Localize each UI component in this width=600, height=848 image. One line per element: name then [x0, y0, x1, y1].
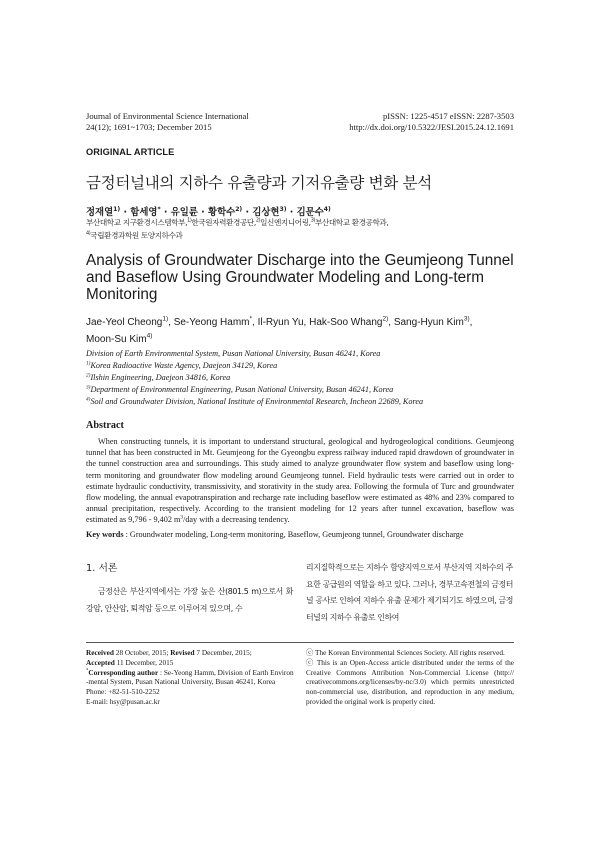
english-title: Analysis of Groundwater Discharge into the Geumjeong Tunnel and Baseflow Using Groundwater Modeling and Long-term Monitoring	[86, 252, 514, 303]
korean-title: 금정터널내의 지하수 유출량과 기저유출량 변화 분석	[86, 174, 432, 192]
author-sup: 4)	[323, 205, 331, 213]
body-column-right	[306, 560, 513, 626]
author-name: 김문수	[296, 207, 324, 218]
accepted-date: Accepted 11 December, 2015	[86, 657, 174, 667]
journal-name: Journal of Environmental Science International	[86, 111, 249, 121]
email[interactable]: E-mail: hsy@pusan.ac.kr	[86, 696, 160, 706]
english-authors-line: Moon-Su Kim$^{4)}$	[86, 332, 153, 345]
author-name: Se-Yeong Hamm	[173, 317, 250, 328]
phone: Phone: +82-51-510-2252	[86, 687, 160, 697]
received-dates: Received 28 October, 2015; Revised 7 December, 2015;	[86, 648, 252, 657]
korean-affiliation-line: $^{4)}$국립환경과학원 토양지하수과	[86, 229, 183, 240]
affiliation: $^{1)}$Korea Radioactive Waste Agency, Daejeon 34129, Korea	[86, 360, 278, 370]
keywords	[86, 530, 514, 539]
license-text: ⓒ This is an Open-Access article distributed under the terms of the Creative Commons Attribution Non-Commercial License (http:// creativecommons.org/licenses/by-nc/3.0) which permits unrestricted non-commercial use, distribution, and reproduction in any medium, provided the original work is properly cited.	[306, 657, 514, 706]
korean-authors	[86, 204, 331, 218]
affiliation: $^{2)}$Ilshin Engineering, Daejeon 34816, Korea	[86, 372, 231, 382]
footer-license	[306, 648, 514, 707]
author-sup: 2)	[235, 205, 243, 213]
volume-pages: 24(12); 1691~1703; December 2015	[86, 122, 212, 132]
english-authors-line: Jae-Yeol Cheong$^{1)}$, Se-Yeong Hamm*, Il-Ryun Yu, Hak-Soo Whang$^{2)}$, Sang-Hyun Kim$^{3)}$,	[86, 315, 473, 328]
author-name: Il-Ryun Yu	[257, 317, 304, 328]
author-name: 유일륜	[170, 207, 198, 218]
doi-link[interactable]: http://dx.doi.org/10.5322/JESI.2015.24.12.1691	[349, 122, 514, 132]
affiliation: $^{4)}$Soil and Groundwater Division, National Institute of Environmental Research, Incheon 22689, Korea	[86, 396, 424, 406]
korean-affiliations	[86, 217, 526, 242]
author-sup: 1)	[113, 205, 121, 213]
author-name: Sang-Hyun Kim	[393, 317, 464, 328]
keywords-label: Key words	[86, 530, 124, 539]
author-separator: ·	[120, 207, 131, 218]
author-name: 황학수	[208, 207, 236, 218]
body-column-left	[86, 560, 293, 617]
issn: pISSN: 1225-4517 eISSN: 2287-3503	[382, 111, 514, 121]
author-name: 김상현	[252, 207, 280, 218]
corresponding-author: *Corresponding author : Se-Yeong Hamm, Division of Earth Environ -mental System, Pusan National University, Busan 46241, Korea	[86, 667, 294, 687]
author-separator: ·	[286, 207, 297, 218]
affiliation: Division of Earth Environmental System, Pusan National University, Busan 46241, Korea	[86, 349, 381, 358]
author-separator: ·	[160, 207, 171, 218]
author-sup: 3)	[279, 205, 287, 213]
section-heading: 1. 서론	[86, 563, 118, 574]
abstract-body: When constructing tunnels, it is important to understand structural, geological and hydrogeological conditions. Geumjeong tunnel that has been constructed in Mt. Geumjeong for the Gyeongbu express railway induced rapid drawdown of groundwater in the tunnel construction area and surroundings. This study aimed to analyze groundwater flow system and baseflow using long-term monitoring and groundwater flow modeling around Geumjeong tunnel. Field hydraulic tests were carried out in order to estimate hydraulic conductivity, transmissivity, and storativity in the study area. Following the formula of Turc and groundwater flow modeling, the annual evapotranspiration and recharge rate including baseflow were estimated as 48% and 23% compared to annual precipitation, respectively. According to the transient modeling for 12 years after tunnel excavation, baseflow was estimated as 9,796 - 9,402 $m^3$/day with a decreasing tendency.	[86, 437, 514, 525]
journal-header-left	[86, 111, 249, 133]
korean-affiliation-line: 부산대학교 지구환경시스템학부,$^{1)}$한국원자력환경공단,$^{2)}$일신엔지니어링,$^{3)}$부산대학교 환경공학과,	[86, 217, 389, 227]
body-paragraph: 리지질학적으로는 지하수 함양지역으로서 부산지역 지하수의 주요한 공급원의 역할을 하고 있다. 그러나, 경부고속전철의 금정터널 공사로 인하여 지하수 유출 문제가 제기되기도 하였으며, 금정터널의 지하수 유출로 인하여	[306, 563, 513, 622]
author-separator: ·	[197, 207, 209, 218]
author-name: 정재열	[86, 207, 114, 218]
abstract-heading: Abstract	[86, 420, 124, 431]
footer-article-info	[86, 648, 294, 707]
copyright: ⓒ The Korean Environmental Sciences Society. All rights reserved.	[306, 648, 505, 657]
author-sup: *	[157, 205, 161, 213]
author-name: 함세영	[130, 207, 158, 218]
body-paragraph: 금정산은 부산지역에서는 가장 높은 산(801.5 m)으로서 화강암, 안산암, 퇴적암 등으로 이루어져 있으며, 수	[86, 587, 293, 613]
author-name: Jae-Yeol Cheong	[86, 317, 163, 328]
keywords-text: : Groundwater modeling, Long-term monitoring, Baseflow, Geumjeong tunnel, Groundwater discharge	[123, 530, 464, 539]
english-authors	[86, 314, 526, 348]
author-name: Hak-Soo Whang	[309, 317, 383, 328]
english-affiliations	[86, 348, 526, 408]
footer-divider	[86, 642, 514, 643]
author-separator: ·	[242, 207, 253, 218]
affiliation: $^{3)}$Department of Environmental Engineering, Pusan National University, Busan 46241, Korea	[86, 384, 394, 394]
article-type: ORIGINAL ARTICLE	[86, 147, 175, 157]
author-name: Moon-Su Kim	[86, 334, 147, 345]
journal-header-right	[349, 111, 514, 133]
